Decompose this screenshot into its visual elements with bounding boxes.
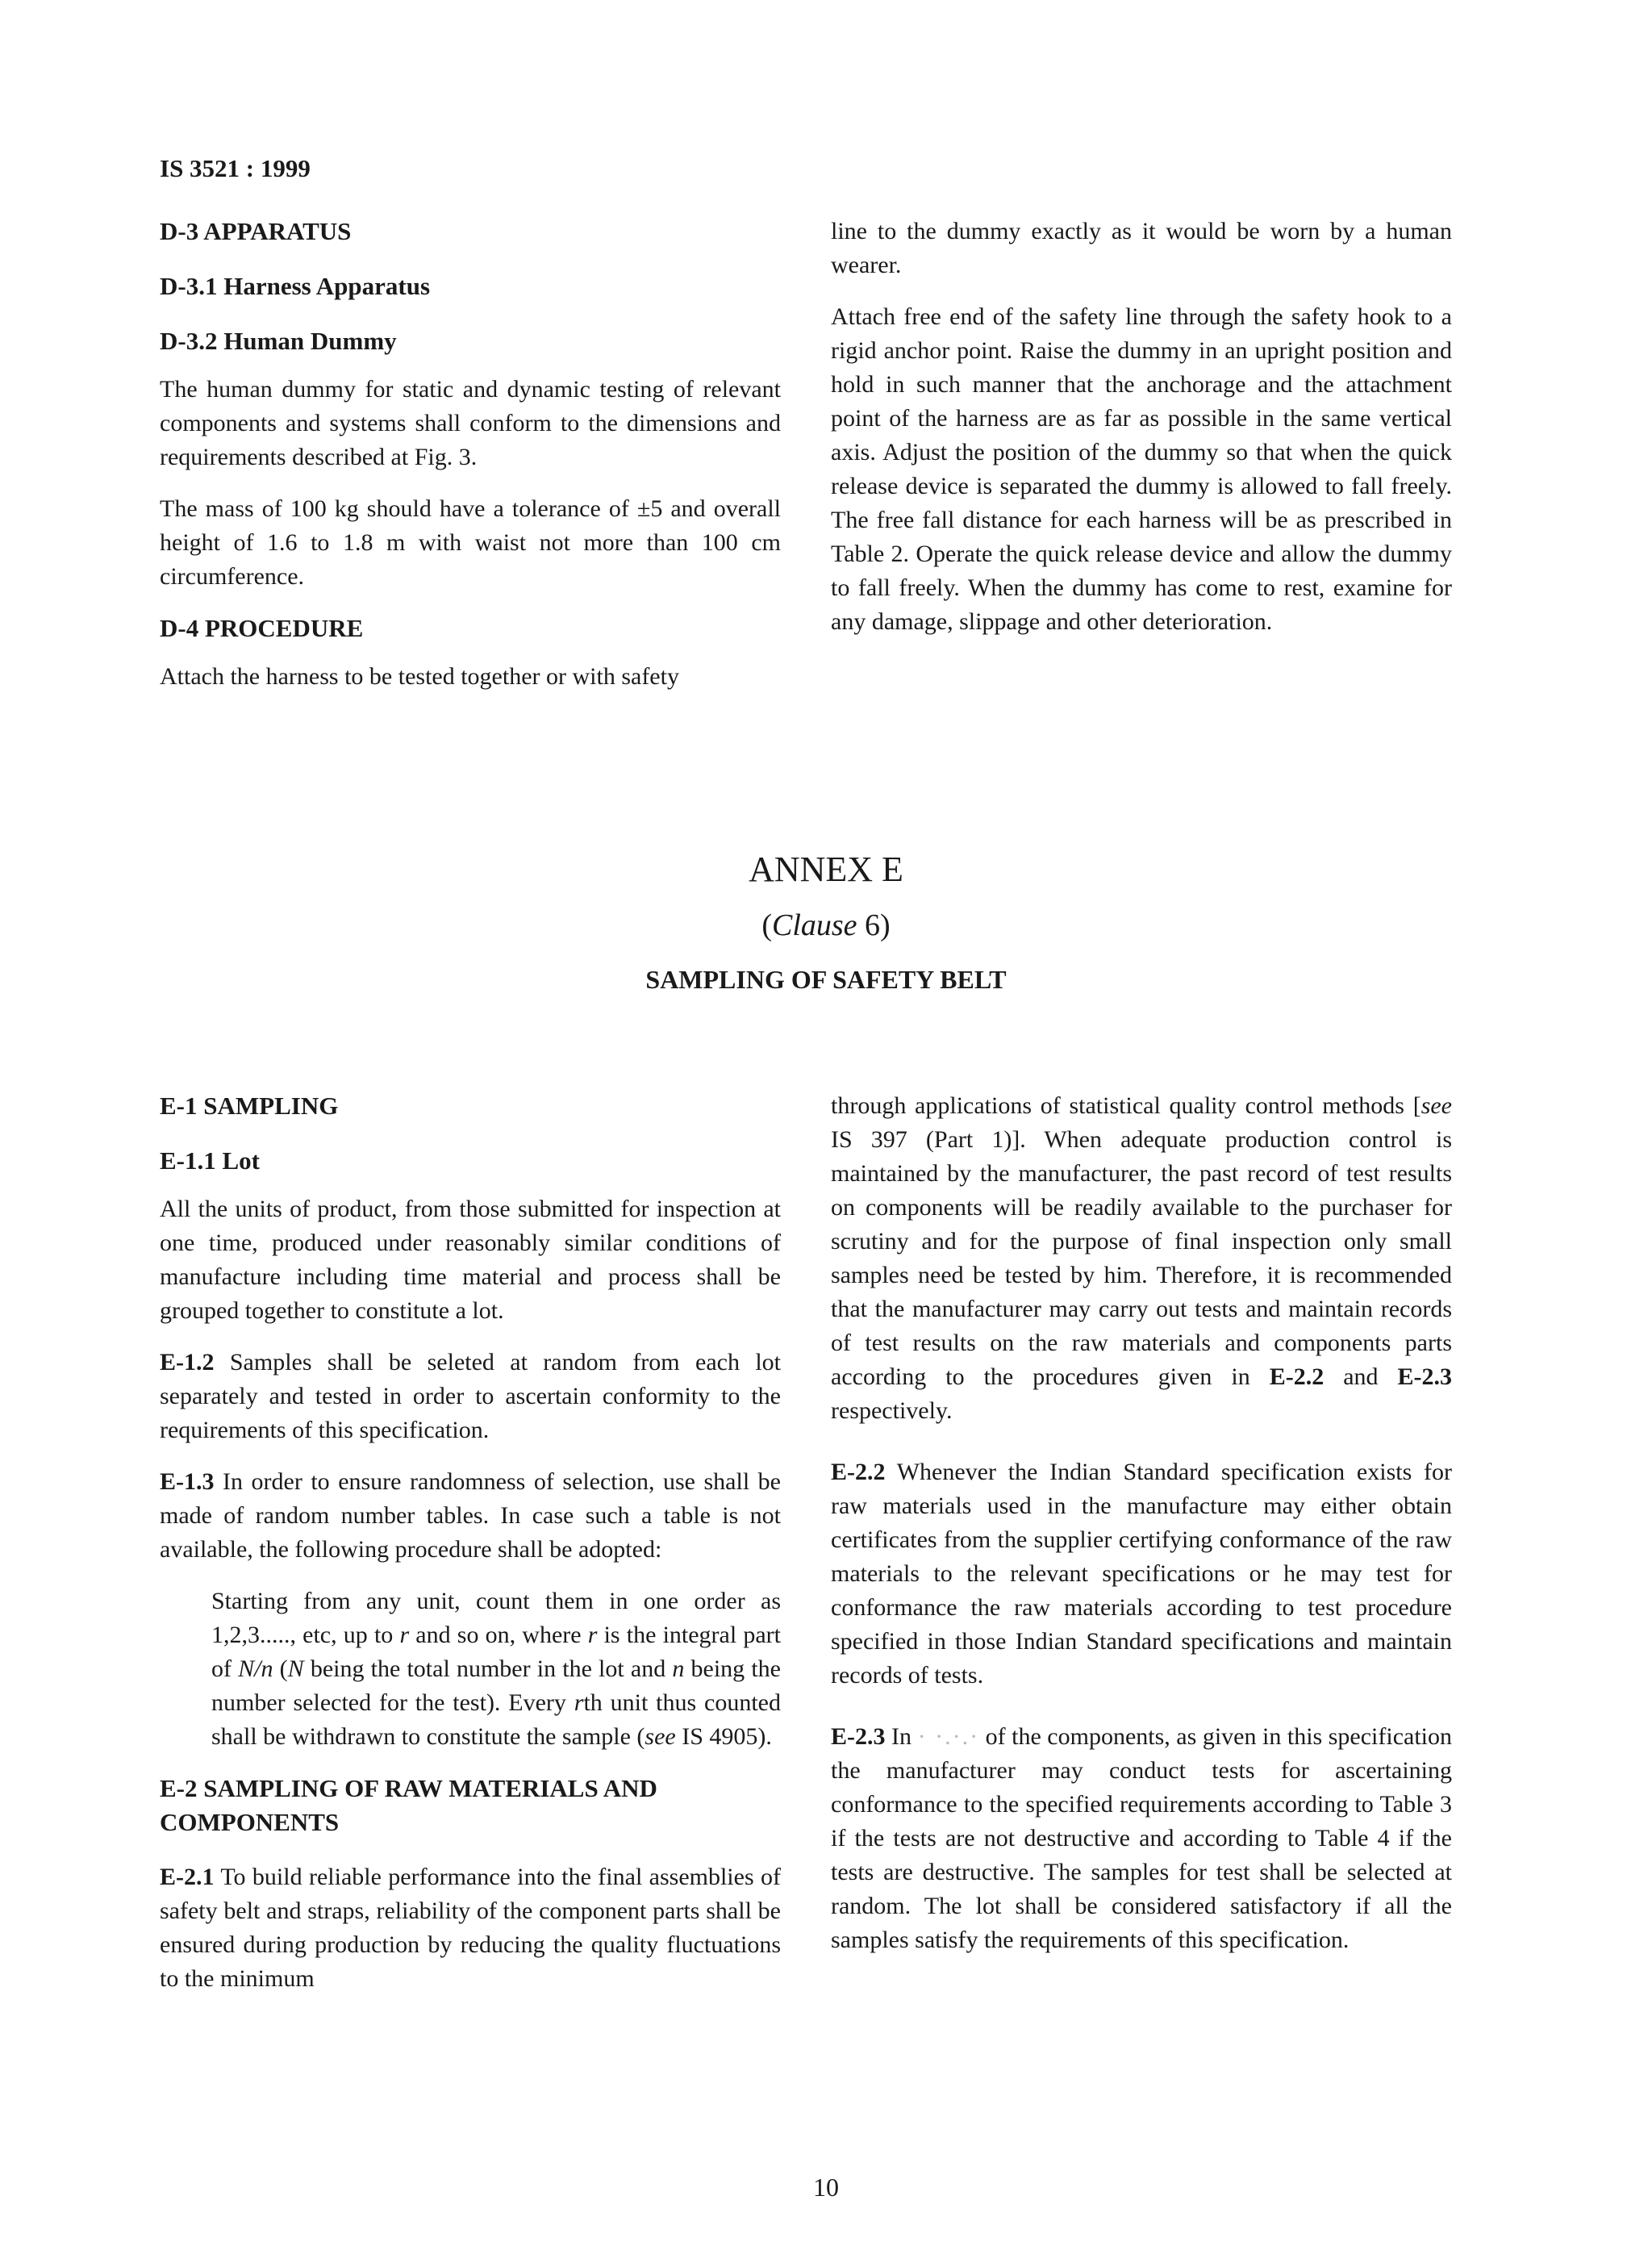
annex-clause: (Clause 6) xyxy=(761,908,891,942)
heading-e2-raw-materials: E-2 SAMPLING OF RAW MATERIALS AND COMPONENTS xyxy=(160,1774,657,1836)
top-right-column xyxy=(831,215,1452,657)
annex-title: ANNEX E xyxy=(749,850,903,889)
paragraph-e21-cont: through applications of statistical quality control methods [see IS 397 (Part 1)]. When adequate production control is maintained by the manufacturer, the past record of test results on components will be readily available to the purchaser for scrutiny and for the purpose of final inspection only small samples need be tested by him. Therefore, it is recommended that the manufacturer may carry out tests and maintain records of test results on the raw materials and components parts according to the procedures given in E-2.2 and E-2.3 respectively. xyxy=(831,1092,1452,1424)
paragraph-procedure-steps: Attach free end of the safety line through the safety hook to a rigid anchor point. Raise the dummy in an upright position and hold in such manner that the anchorage and the attachment point of the harness are as far as possible in the same vertical axis. Adjust the position of the dummy so that when the quick release device is separated the dummy is allowed to fall freely. The free fall distance for each harness will be as prescribed in Table 2. Operate the quick release device and allow the dummy to fall freely. When the dummy has come to rest, examine for any damage, slippage and other deterioration. xyxy=(831,303,1452,635)
top-left-column xyxy=(160,215,781,712)
paragraph-procedure-start: Attach the harness to be tested together or with safety xyxy=(160,663,679,690)
paragraph-e12: E-1.2 Samples shall be seleted at random from each lot separately and tested in order to ascertain conformity to the requirements of this specification. xyxy=(160,1349,781,1443)
paragraph-dummy-spec: The human dummy for static and dynamic testing of relevant components and systems shall conform to the dimensions and requirements described at Fig. 3. xyxy=(160,376,781,470)
document-id: IS 3521 : 1999 xyxy=(160,154,311,182)
annex-subtitle: SAMPLING OF SAFETY BELT xyxy=(645,965,1007,994)
heading-e11-lot: E-1.1 Lot xyxy=(160,1146,260,1175)
page-number: 10 xyxy=(813,2173,839,2202)
paragraph-lot: All the units of product, from those submitted for inspection at one time, produced under reasonably similar conditions of manufacture including time material and process shall be grouped together to constitute a lot. xyxy=(160,1196,781,1324)
paragraph-e22: E-2.2 Whenever the Indian Standard specification exists for raw materials used in the manufacture may either obtain certificates from the supplier certifying conformance of the raw materials to the relevant specifications or he may test for conformance the raw materials according to test procedure specified in those Indian Standard specifications and maintain records of tests. xyxy=(831,1459,1452,1689)
paragraph-e23: E-2.3 In · ·.·.· of the components, as given in this specification the manufacturer may conduct tests for ascertaining conformance to the specified requirements according to Table 3 if the tests are not destructive and according to Table 4 if the tests are destructive. The samples for test shall be selected at random. The lot shall be considered satisfactory if all the samples satisfy the requirements of this specification. xyxy=(831,1723,1453,1953)
paragraph-e21: E-2.1 To build reliable performance into the final assemblies of safety belt and straps, reliability of the component parts shall be ensured during production by reducing the quality fluctuations to the minimum xyxy=(160,1864,781,1992)
paragraph-procedure-cont: line to the dummy exactly as it would be worn by a human wearer. xyxy=(831,218,1452,278)
bottom-left-column xyxy=(160,1089,781,2014)
heading-d31-harness: D-3.1 Harness Apparatus xyxy=(160,272,431,300)
heading-e1-sampling: E-1 SAMPLING xyxy=(160,1092,339,1120)
paragraph-random-procedure: Starting from any unit, count them in one order as 1,2,3....., etc, up to r and so on, where r is the integral part of N/n (N being the total number in the lot and n being the number selected for the test). Every rth unit thus counted shall be withdrawn to constitute the sample (see IS 4905). xyxy=(211,1588,781,1750)
heading-d3-apparatus: D-3 APPARATUS xyxy=(160,217,352,245)
heading-d4-procedure: D-4 PROCEDURE xyxy=(160,614,364,642)
heading-d32-dummy: D-3.2 Human Dummy xyxy=(160,327,397,355)
paragraph-dummy-mass: The mass of 100 kg should have a tolerance of ±5 and overall height of 1.6 to 1.8 m with waist not more than 100 cm circumference. xyxy=(160,495,781,590)
paragraph-e13: E-1.3 In order to ensure randomness of selection, use shall be made of random number tables. In case such a table is not available, the following procedure shall be adopted: xyxy=(160,1468,781,1563)
bottom-right-column xyxy=(831,1089,1452,1975)
